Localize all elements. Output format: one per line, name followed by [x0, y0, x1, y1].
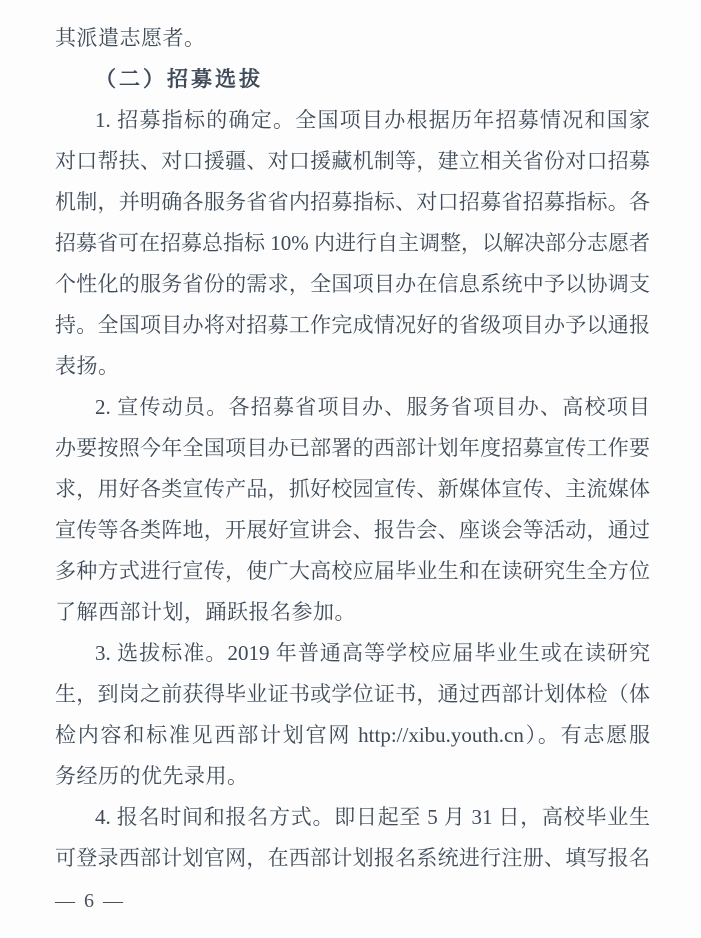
text-line: 务经历的优先录用。 [55, 764, 249, 788]
text-line: 办要按照今年全国项目办已部署的西部计划年度招募宣传工作要 [55, 436, 650, 460]
text-line: 3. 选拔标准。2019 年普通高等学校应届毕业生或在读研究 [95, 641, 650, 665]
text-line: 4. 报名时间和报名方式。即日起至 5 月 31 日，高校毕业生 [95, 805, 650, 829]
text-line: 个性化的服务省份的需求，全国项目办在信息系统中予以协调支 [55, 272, 650, 296]
text-line: 宣传等各类阵地，开展好宣讲会、报告会、座谈会等活动，通过 [55, 518, 650, 542]
text-line: 其派遣志愿者。 [55, 26, 206, 50]
text-line: 可登录西部计划官网，在西部计划报名系统进行注册、填写报名 [55, 846, 650, 870]
text-line: 机制，并明确各服务省省内招募指标、对口招募省招募指标。各 [55, 190, 650, 214]
text-line: 1. 招募指标的确定。全国项目办根据历年招募情况和国家 [95, 108, 650, 132]
text-line: 求，用好各类宣传产品，抓好校园宣传、新媒体宣传、主流媒体 [55, 477, 650, 501]
text-line: 对口帮扶、对口援疆、对口援藏机制等，建立相关省份对口招募 [55, 149, 650, 173]
text-line: 持。全国项目办将对招募工作完成情况好的省级项目办予以通报 [55, 313, 650, 337]
section-heading: （二）招募选拔 [95, 67, 263, 91]
page-number: — 6 — [55, 890, 125, 912]
document-body [55, 18, 650, 879]
text-line: 2. 宣传动员。各招募省项目办、服务省项目办、高校项目 [95, 395, 650, 419]
text-line: 招募省可在招募总指标 10% 内进行自主调整，以解决部分志愿者 [55, 231, 650, 255]
text-line: 检内容和标准见西部计划官网 http://xibu.youth.cn）。有志愿服 [55, 723, 650, 747]
text-line: 多种方式进行宣传，使广大高校应届毕业生和在读研究生全方位 [55, 559, 650, 583]
text-line: 生，到岗之前获得毕业证书或学位证书，通过西部计划体检（体 [55, 682, 650, 706]
text-line: 了解西部计划，踊跃报名参加。 [55, 600, 356, 624]
text-line: 表扬。 [55, 354, 120, 378]
